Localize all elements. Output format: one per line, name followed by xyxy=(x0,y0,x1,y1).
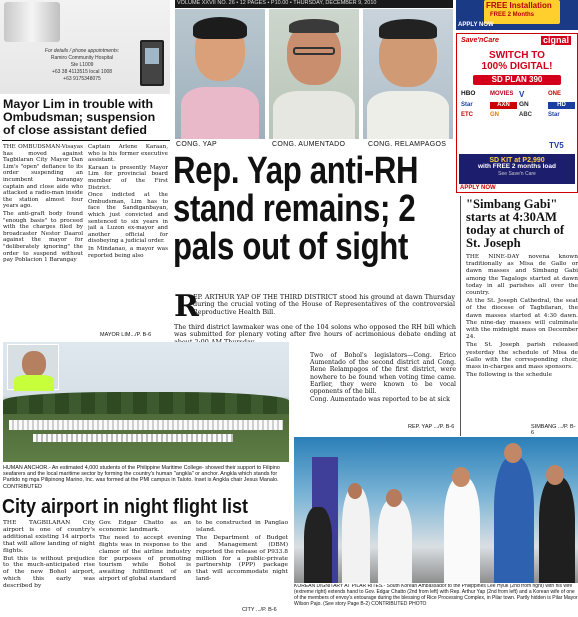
airport-col-1 xyxy=(3,520,95,614)
mass-body-para: The St. Joseph parish released yesterday the schedule of Misa de Gallo with the corresponding choir, mass in-charges and mass sponsors. xyxy=(466,342,578,371)
cignal-apply-button[interactable]: APPLY NOW xyxy=(460,185,496,191)
airport-col3-para: The Department of Budget and Management (DBM) reported the release of P933.8 million for a public-private partnership (PPP) package that will accommodate night land- xyxy=(196,534,288,583)
lead-headline: Rep. Yap anti-RH stand remains; 2 pals out of sight xyxy=(173,150,419,268)
mass-jump[interactable]: SIMBANG .../P. B-6 xyxy=(531,424,576,436)
cignal-line2: 100% DIGITAL! xyxy=(481,61,553,72)
channel-logo: ABC xyxy=(519,111,532,118)
airport-col1-para: THE TAGBILARAN City airport is one of country's additional existing 14 airports that will allow landing of night flights. xyxy=(3,520,95,554)
mass-story-box xyxy=(460,196,578,436)
hospital-ad-image xyxy=(4,2,60,42)
airport-col2-para: The need to accept evening flights was in response to the clamor of the airline industry for purposes of promoting tourism while Bohol is awaiting fulfillment of an airport of global standard xyxy=(99,534,191,583)
mayor-col1-para: THE OMBUDSMAN-Visayas has moved against Tagbilaran City Mayor Dan Lim's "open" defiance to its order suspending an incumbent barangay captain and close aide who attacked a radio-man inside the station almost four years ago. xyxy=(3,144,83,210)
mayor-col2-para: Once indicted at the Ombudsman, Lim has to face the Sandiganbayan, which just convicted and sentenced to six years in jail a Luzon ex-mayor and another official for disobeying a judicial order. xyxy=(88,192,168,245)
channel-logo: ETC xyxy=(461,111,473,118)
airport-col1-para: But this is without prejudice to the much-anticipated rise of the new Bohol airport, which this early was described by xyxy=(3,555,95,590)
lead-body-2 xyxy=(310,352,456,418)
hospital-ad-line4: +63 38 4113515 local 1008 xyxy=(51,69,113,75)
hospital-ad-line5: +63 9175348075 xyxy=(63,76,101,82)
mass-body-para: THE NINE-DAY novena known traditionally as Misa de Gallo or dawn masses and Simbang Gabi among the Tagalogs started at dawn today in all parishes all over the country. xyxy=(466,254,578,297)
channel-logo: Star xyxy=(461,102,473,109)
channel-logo: HBO xyxy=(461,90,476,97)
cignal-sd-plan: SD PLAN 390 xyxy=(473,75,561,85)
cignal-brand-right: cignal xyxy=(543,35,570,45)
installation-ad xyxy=(456,0,578,30)
channel-logo: AXN xyxy=(490,102,517,109)
channel-logo: GN xyxy=(490,111,499,118)
channel-logo: HD xyxy=(548,102,575,109)
cignal-line1: SWITCH TO xyxy=(489,50,545,61)
lead-jump[interactable]: REP. YAP .../P. B-6 xyxy=(408,424,455,430)
portrait-caption: CONG. YAP xyxy=(176,141,217,148)
mayor-col2-para: Karaan is presently Mayor Lim for provincial board member of the First District. xyxy=(88,164,168,191)
lead-body-para: The third district lawmaker was one of the 104 solons who opposed the RH bill which was submitted for plenary voting after five hours of acrimonious debate ending at xyxy=(174,324,456,339)
portrait-caption: CONG. RELAMPAGOS xyxy=(368,141,447,148)
installation-ad-line1: FREE Installation xyxy=(486,1,552,10)
inset-photo xyxy=(7,344,59,390)
anchor-caption: HUMAN ANCHOR.- An estimated 4,000 students of the Philippine Maritime College- showed their support to Filipino seafarers and the local maritime sector by forming the country's human "angkla" or anchor. Angkla which stands for Partido ng mga Pilipinong Marino, Inc. was formed at the PMI campus in Taloto. Inset is Angkla chair Jesus Manalo. CONTRIBUTED xyxy=(3,465,280,490)
airport-col3-para: to be constructed in Panglao island. xyxy=(196,520,288,533)
divider xyxy=(2,140,170,141)
channel-logo: ONE xyxy=(548,91,562,97)
lead-lede-text: EP. ARTHUR YAP OF THE THIRD DISTRICT stood his ground at dawn Thursday during the crucial voting of the House of Representatives of the controversial Reproductive Health Bill. xyxy=(193,294,455,316)
promo-box xyxy=(459,154,575,184)
mayor-col-1 xyxy=(3,144,83,339)
channel-grid xyxy=(461,91,575,118)
channel-logo: GN xyxy=(519,101,529,109)
mayor-col2-para: Captain Arlene Karaan, who is his former executive assistant. xyxy=(88,144,168,164)
anchor-photo xyxy=(3,342,289,462)
mayor-headline: Mayor Lim in trouble with Ombudsman; suspension of close assistant defied xyxy=(3,97,156,137)
lead-dropcap: R xyxy=(174,289,199,324)
masthead-strip xyxy=(175,0,453,8)
apply-now-label[interactable]: APPLY NOW xyxy=(458,22,494,28)
lead-body-para: Two of Bohol's legislators—Cong. Erico Aumentado of the second district and Cong. Rene Relampagos of the first district, were nowhere to be found when voting time came. Earlier, they were known to be vocal opponents of the bill. xyxy=(310,352,456,396)
airport-headline: City airport in night flight list xyxy=(2,496,248,518)
promo-line2: with FREE 2 months load xyxy=(477,163,556,171)
portrait-relampagos xyxy=(363,9,453,139)
airport-col-3 xyxy=(196,520,288,606)
mayor-jump[interactable]: MAYOR LIM.../P. B-6 xyxy=(100,332,152,338)
mayor-col-2 xyxy=(88,144,168,339)
portrait-aumentado xyxy=(269,9,359,139)
lead-body-para: Cong. Aumentado was reported to be at sick xyxy=(310,396,450,404)
hospital-ad-line2: Ramiro Community Hospital xyxy=(50,55,114,61)
device-image xyxy=(140,40,164,86)
cignal-ad xyxy=(456,33,578,193)
mass-headline: "Simbang Gabi" starts at 4:30AM today at church of St. Joseph xyxy=(466,197,565,250)
hospital-ad xyxy=(0,0,170,94)
portrait-yap xyxy=(175,9,265,139)
mayor-col2-para: In Mindanao, a mayor was reported being also xyxy=(88,245,168,259)
portrait-caption: CONG. AUMENTADO xyxy=(272,141,346,148)
lead-lede xyxy=(193,294,455,324)
cignal-brand-left: Save'nCare xyxy=(461,37,499,44)
promo-line3: See Save'n Care xyxy=(498,170,536,177)
hospital-ad-line1: For details / phone appointments: xyxy=(44,48,120,54)
airport-col-2 xyxy=(99,520,191,614)
airport-jump[interactable]: CITY .../P. B-6 xyxy=(242,607,277,613)
korea-caption: KOREAN DIGNITARY AT PILAR RITES.- South Korean Ambassador to the Philippines Lee Hyuk (2nd from right) with his wife (extreme right) extends hand to Gov. Edgar Chatto (2nd from left) with Rep. Arthur Yap (2nd from left) and a Korean wife of one of the members of envoy's entourage during the blessing of Rice Processing Complex, in Pilar town. Partly hidden is Pilar Mayor Wilson Pajo. (See story Page B-2) CONTRIBUTED PHOTO xyxy=(294,584,578,607)
mass-body xyxy=(466,254,578,426)
mayor-col1-para: The anti-graft body found "enough basis" to proceed with the charges filed by broadcaster Nestor Daarol against the mayor for "deliberately ignoring" the order to suspend without pay Poblacion 1 Barangay xyxy=(3,210,83,264)
channel-logo: V xyxy=(519,90,525,99)
channel-logo: Star xyxy=(548,111,560,118)
masthead-strip-text: VOLUME XXVII NO. 26 • 12 PAGES • P10.00 • THURSDAY, DECEMBER 9, 2010 xyxy=(177,0,377,6)
installation-ad-line2: FREE 2 Months xyxy=(490,12,535,18)
channel-logo: TV5 xyxy=(549,141,564,150)
channel-logo: MOVIES xyxy=(490,91,514,97)
mass-body-para: The following is the schedule xyxy=(466,372,552,379)
promo-line1: SD KIT at P2,990 xyxy=(489,157,545,164)
korea-photo xyxy=(294,437,578,583)
airport-col2-para: Gov. Edgar Chatto as an economic landmark. xyxy=(99,520,191,533)
mass-body-para: At the St. Joseph Cathedral, the seat of the diocese of Tagbilaran, the dawn masses started at 4:30 dawn. The nine-day masses will culminate with the midnight mass on December 24. xyxy=(466,298,578,341)
hospital-ad-line3: Ste L1009 xyxy=(70,62,94,68)
